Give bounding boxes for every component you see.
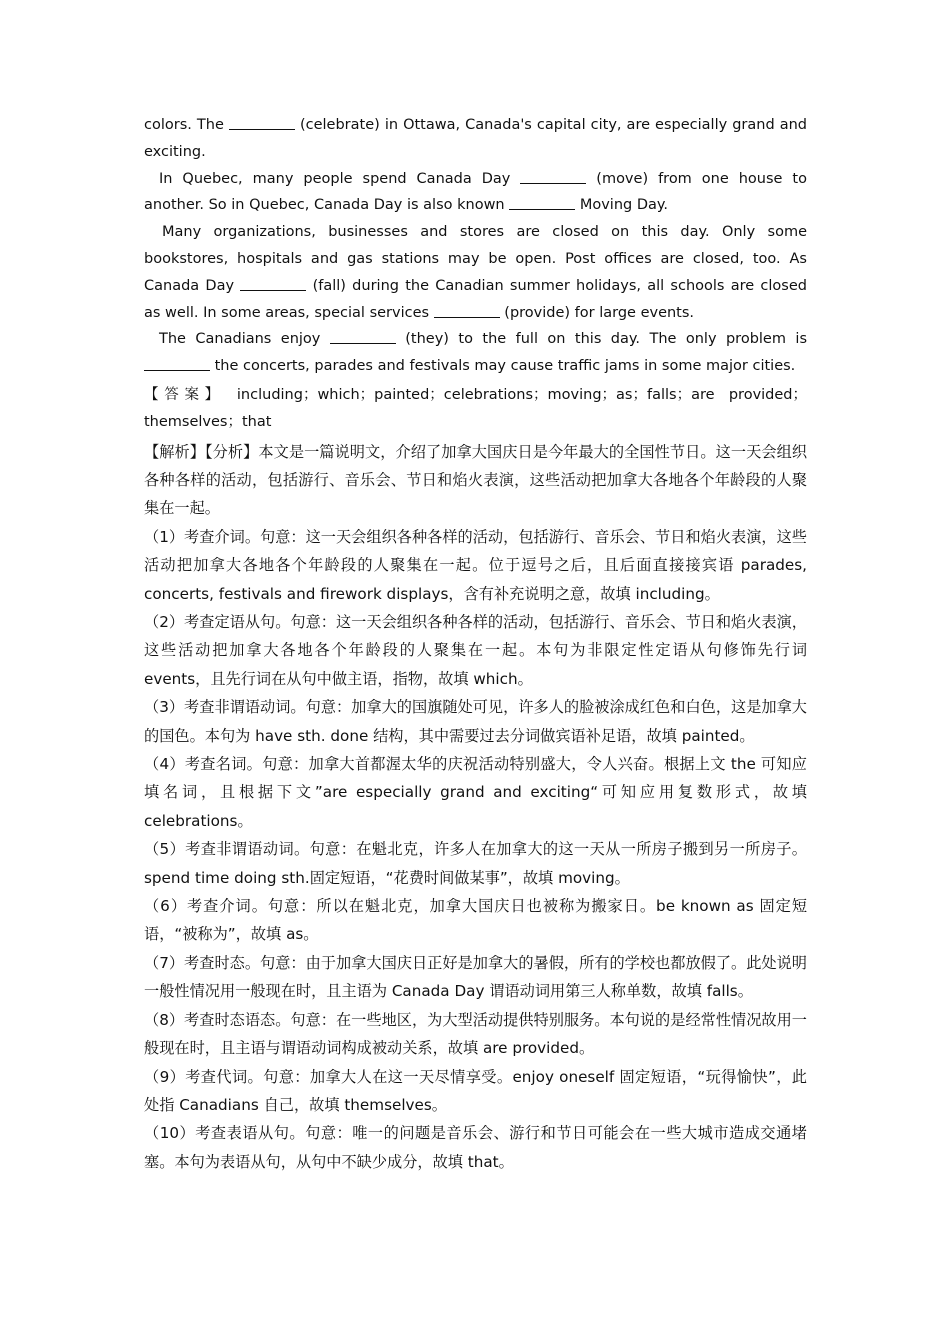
answer-blank[interactable] — [509, 195, 575, 210]
answer-blank[interactable] — [144, 356, 210, 371]
answer-text: including；which；painted；celebrations；moving；as；falls；are provided；themselves；that — [144, 386, 808, 430]
analysis-item: （5）考查非谓语动词。句意：在魁北克，许多人在加拿大的这一天从一所房子搬到另一所房子。spend time doing sth.固定短语，“花费时间做某事”，故填 moving。 — [144, 840, 807, 887]
analysis-item: （3）考查非谓语动词。句意：加拿大的国旗随处可见，许多人的脸被涂成红色和白色，这是加拿大的国色。本句为 have sth. done 结构，其中需要过去分词做宾语补足语，故填 painted。 — [144, 698, 807, 745]
answer-blank[interactable] — [330, 329, 396, 344]
analysis-section — [144, 438, 807, 1177]
analysis-item: （1）考查介词。句意：这一天会组织各种各样的活动，包括游行、音乐会、节日和焰火表演，这些活动把加拿大各地各个年龄段的人聚集在一起。位于逗号之后，且后面直接接宾语 parades, concerts, festivals and firework displays，含有补充说明之意，故填 including。 — [144, 527, 807, 603]
passage-paragraph-1: colors. The (celebrate) in Ottawa, Canada's capital city, are especially grand and exciting. — [144, 117, 807, 160]
passage-paragraph-4: The Canadians enjoy (they) to the full on this day. The only problem is the concerts, parades and festivals may cause traffic jams in some major cities. — [144, 326, 807, 380]
analysis-item: （4）考查名词。句意：加拿大首都渥太华的庆祝活动特别盛大，令人兴奋。根据上文 the 可知应填名词，且根据下文”are especially grand and exciting“可知应用复数形式，故填 celebrations。 — [144, 755, 807, 830]
analysis-label: 【解析】【分析】 — [144, 442, 259, 461]
analysis-summary: 【解析】【分析】本文是一篇说明文，介绍了加拿大国庆日是今年最大的全国性节日。这一天会组织各种各样的活动，包括游行、音乐会、节日和焰火表演，这些活动把加拿大各地各个年龄段的人聚集在一起。 — [144, 442, 808, 518]
analysis-item: （8）考查时态语态。句意：在一些地区，为大型活动提供特别服务。本句说的是经常性情况故用一般现在时，且主语与谓语动词构成被动关系，故填 are provided。 — [144, 1010, 807, 1058]
answer-blank[interactable] — [434, 303, 500, 318]
answer-blank[interactable] — [240, 276, 306, 291]
passage-paragraph-2: In Quebec, many people spend Canada Day (move) from one house to another. So in Quebec, Canada Day is also known Moving Day. — [144, 170, 807, 214]
answer-blank[interactable] — [520, 169, 586, 184]
analysis-item: （7）考查时态。句意：由于加拿大国庆日正好是加拿大的暑假，所有的学校也都放假了。此处说明一般性情况用一般现在时，且主语为 Canada Day 谓语动词用第三人称单数，故填 falls。 — [144, 953, 807, 1001]
answer-section — [144, 382, 807, 436]
answer-label: 【答案】 — [144, 386, 225, 403]
answer-blank[interactable] — [229, 115, 295, 130]
analysis-item: （2）考查定语从句。句意：这一天会组织各种各样的活动，包括游行、音乐会、节日和焰火表演，这些活动把加拿大各地各个年龄段的人聚集在一起。本句为非限定性定语从句修饰先行词 events，且先行词在从句中做主语，指物，故填 which。 — [144, 613, 807, 688]
analysis-item: （9）考查代词。句意：加拿大人在这一天尽情享受。enjoy oneself 固定短语，“玩得愉快”，此处指 Canadians 自己，故填 themselves。 — [144, 1067, 807, 1114]
analysis-item: （10）考查表语从句。句意：唯一的问题是音乐会、游行和节日可能会在一些大城市造成交通堵塞。本句为表语从句，从句中不缺少成分，故填 that。 — [144, 1124, 807, 1171]
passage-paragraph-3: Many organizations, businesses and stores are closed on this day. Only some bookstores, hospitals and gas stations may be open. Post offices are closed, too. As Canada Day (fall) during the Canadian summer holidays, all schools are closed as well. In some areas, special services (provide) for large events. — [144, 224, 807, 321]
analysis-item: （6）考查介词。句意：所以在魁北克，加拿大国庆日也被称为搬家日。be known as 固定短语，“被称为”，故填 as。 — [144, 897, 807, 944]
document-page — [144, 112, 807, 1176]
